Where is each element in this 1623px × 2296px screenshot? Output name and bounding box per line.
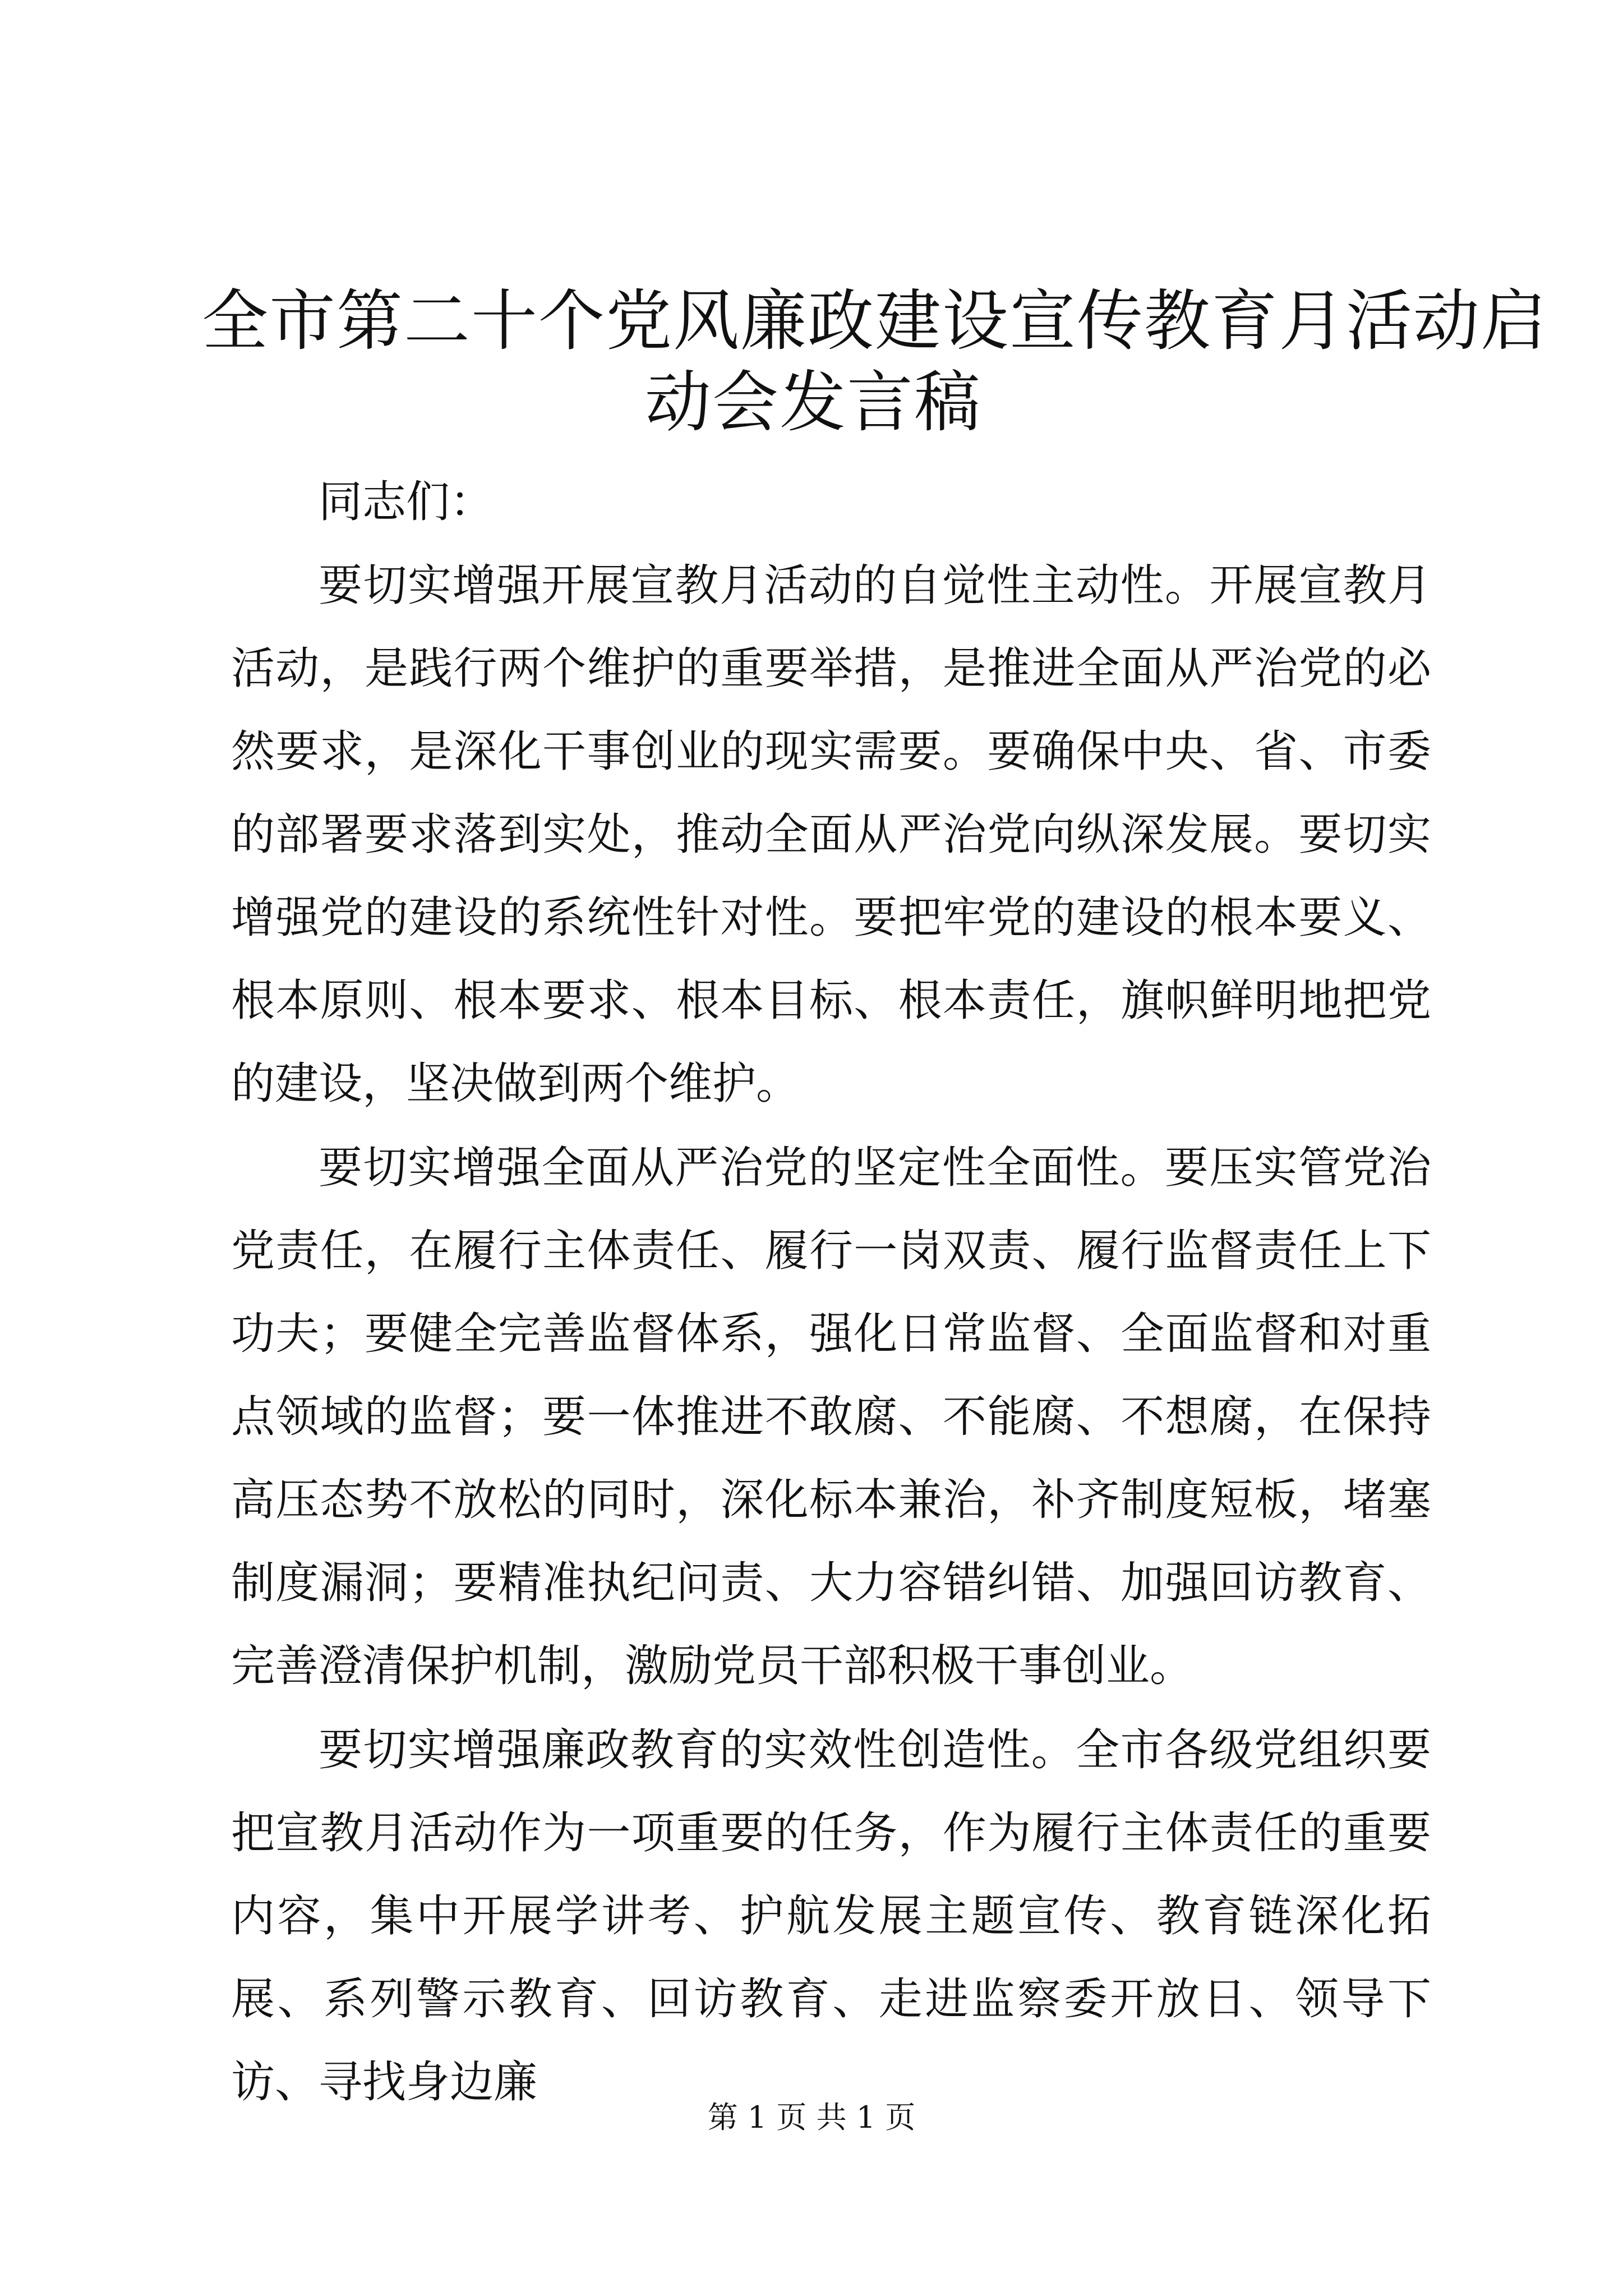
paragraph-1: 要切实增强开展宣教月活动的自觉性主动性。开展宣教月活动，是践行两个维护的重要举措，是推进全面从严治党的必然要求，是深化干事创业的现实需要。要确保中央、省、市委的部署要求落到实处，推动全面从严治党向纵深发展。要切实增强党的建设的系统性针对性。要把牢党的建设的根本要义、根本原则、根本要求、根本目标、根本责任，旗帜鲜明地把党的建设，坚决做到两个维护。 bbox=[231, 560, 1431, 1109]
title-line-2: 动会发言稿 bbox=[644, 364, 981, 441]
salutation: 同志们： bbox=[319, 477, 494, 527]
title-line-1: 全市第二十个党风廉政建设宣传教育月活动启 bbox=[202, 282, 1548, 360]
paragraph-2: 要切实增强全面从严治党的坚定性全面性。要压实管党治党责任，在履行主体责任、履行一岗双责、履行监督责任上下功夫；要健全完善监督体系，强化日常监督、全面监督和对重点领域的监督；要一体推进不敢腐、不能腐、不想腐，在保持高压态势不放松的同时，深化标本兼治，补齐制度短板，堵塞制度漏洞；要精准执纪问责、大力容错纠错、加强回访教育、完善澄清保护机制，激励党员干部积极干事创业。 bbox=[231, 1143, 1431, 1691]
document-body bbox=[231, 460, 1431, 2125]
paragraph-3: 要切实增强廉政教育的实效性创造性。全市各级党组织要把宣教月活动作为一项重要的任务，作为履行主体责任的重要内容，集中开展学讲考、护航发展主题宣传、教育链深化拓展、系列警示教育、回访教育、走进监察委开放日、领导下访、寻找身边廉 bbox=[231, 1725, 1431, 2108]
page-footer: 第 1 页 共 1 页 bbox=[707, 2100, 916, 2135]
document-title bbox=[202, 280, 1548, 443]
